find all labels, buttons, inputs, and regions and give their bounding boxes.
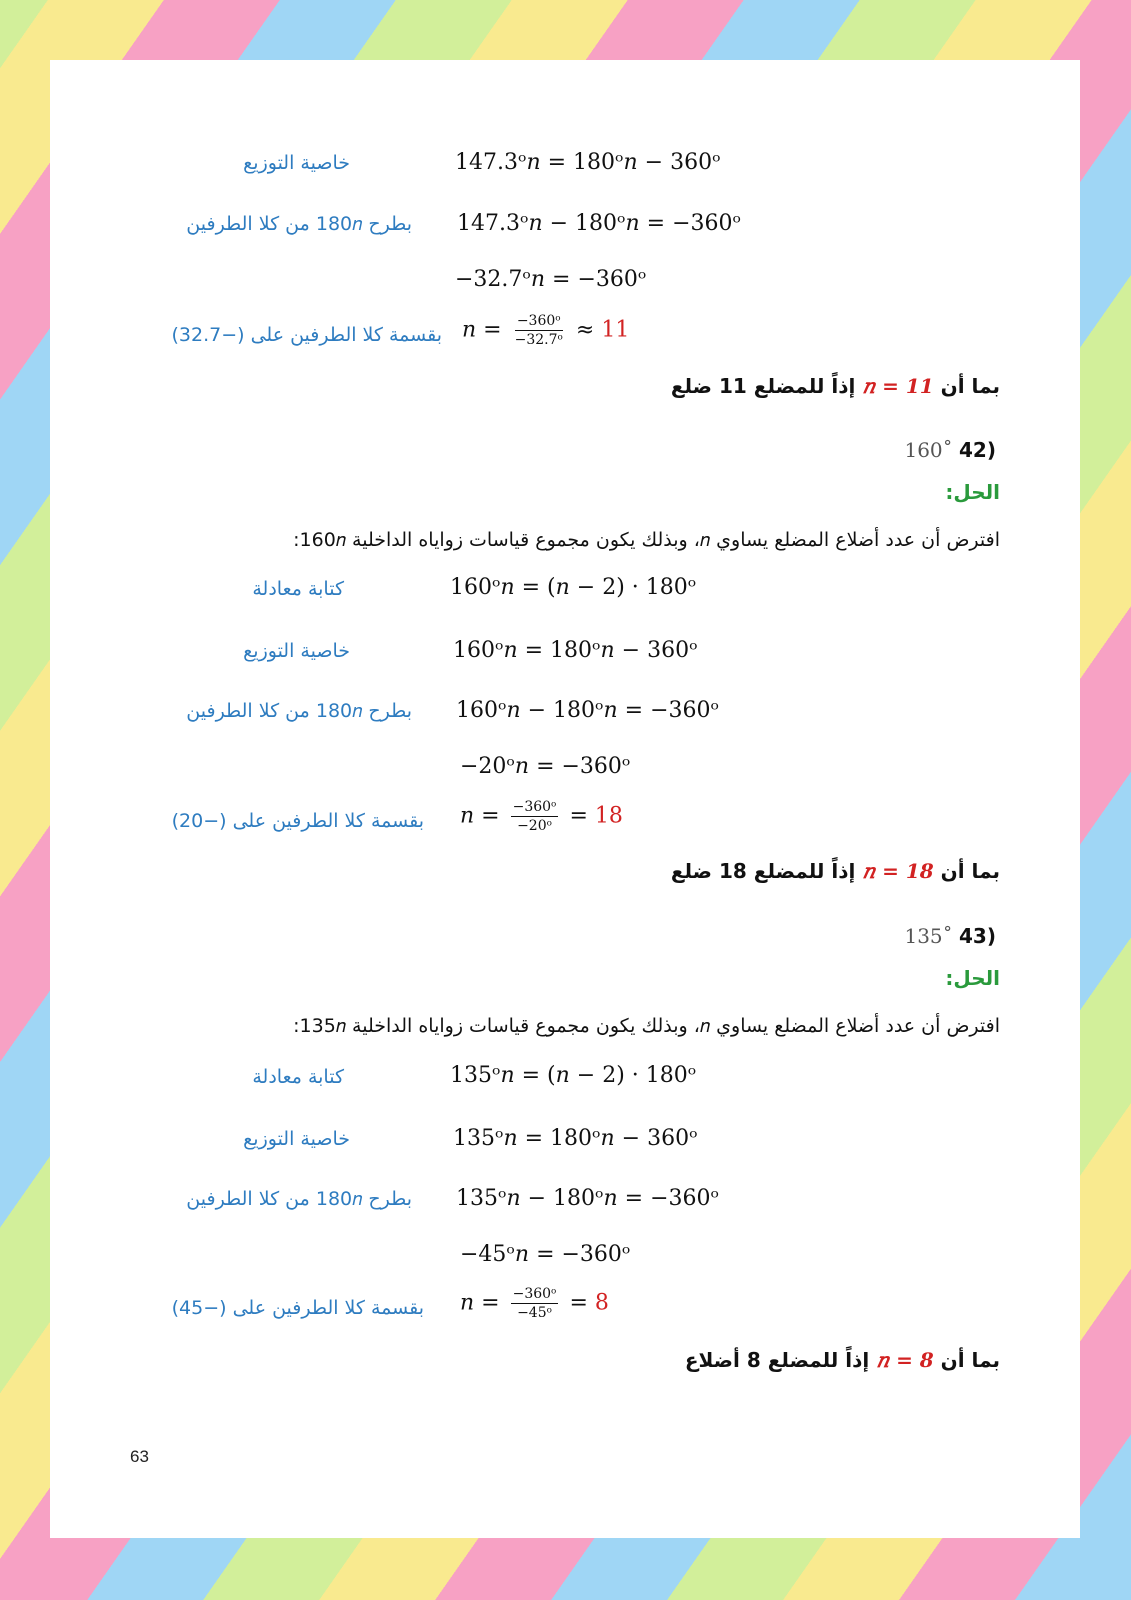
fraction	[511, 1285, 559, 1322]
problem-angle: 160˚	[904, 438, 953, 462]
conclusion-prefix: بما أن	[940, 859, 1000, 883]
equation-divide-result: 18	[594, 803, 623, 829]
solution-label: الحل:	[945, 966, 1000, 990]
conclusion-suffix: إذاً للمضلع 8 أضلاع	[684, 1348, 870, 1372]
equation-divide-lhs: 𝑛 =	[460, 803, 500, 829]
problem-heading	[904, 438, 996, 462]
equation-write: 160ᵒ𝑛 = (𝑛 − 2) · 180ᵒ	[450, 575, 697, 600]
conclusion	[671, 374, 1000, 398]
equation-distribute: 160ᵒ𝑛 = 180ᵒ𝑛 − 360ᵒ	[453, 638, 698, 663]
note-distribute: خاصية التوزيع	[243, 640, 350, 662]
note-write-equation: كتابة معادلة	[252, 578, 344, 600]
note-subtract: بطرح 180𝑛 من كلا الطرفين	[186, 1188, 412, 1210]
equation-write: 135ᵒ𝑛 = (𝑛 − 2) · 180ᵒ	[450, 1063, 697, 1088]
fraction	[513, 312, 565, 349]
conclusion-expression: 𝑛 = 8	[876, 1348, 934, 1372]
note-write-equation: كتابة معادلة	[252, 1066, 344, 1088]
fraction-numerator: −360ᵒ	[516, 313, 561, 329]
equation-divide-operator: =	[569, 1290, 588, 1316]
equation-divide-operator: =	[569, 803, 588, 829]
equation-subtract: 160ᵒ𝑛 − 180ᵒ𝑛 = −360ᵒ	[456, 698, 720, 723]
equation-divide-result: 8	[594, 1290, 609, 1316]
page-number: 63	[130, 1447, 149, 1466]
equation-distribute: 147.3ᵒ𝑛 = 180ᵒ𝑛 − 360ᵒ	[455, 150, 721, 175]
problem-angle: 135˚	[904, 924, 953, 948]
conclusion	[685, 1348, 1000, 1372]
conclusion-suffix: إذاً للمضلع 18 ضلع	[670, 859, 856, 883]
note-divide: بقسمة كلا الطرفين على (−45)	[171, 1297, 424, 1319]
conclusion-expression: 𝑛 = 11	[862, 374, 934, 398]
note-divide: بقسمة كلا الطرفين على (−32.7)	[171, 324, 442, 346]
fraction-denominator: −45ᵒ	[517, 1305, 553, 1321]
problem-intro: افترض أن عدد أضلاع المضلع يساوي 𝑛، وبذلك يكون مجموع قياسات زواياه الداخلية 160𝑛:	[293, 529, 1000, 551]
equation-divide	[460, 1285, 609, 1322]
problem-number: (42	[959, 438, 996, 462]
fraction-denominator: −32.7ᵒ	[514, 332, 563, 348]
problem-heading	[904, 924, 996, 948]
note-divide: بقسمة كلا الطرفين على (−20)	[171, 810, 424, 832]
equation-divide-operator: ≈	[575, 317, 595, 343]
equation-divide-result: 11	[601, 317, 630, 343]
conclusion-suffix: إذاً للمضلع 11 ضلع	[670, 374, 856, 398]
note-subtract: بطرح 180𝑛 من كلا الطرفين	[186, 700, 412, 722]
conclusion-prefix: بما أن	[940, 1348, 1000, 1372]
equation-divide	[460, 798, 623, 835]
equation-subtract: 135ᵒ𝑛 − 180ᵒ𝑛 = −360ᵒ	[456, 1186, 720, 1211]
problem-number: (43	[959, 924, 996, 948]
equation-distribute: 135ᵒ𝑛 = 180ᵒ𝑛 − 360ᵒ	[453, 1126, 698, 1151]
equation-simplified: −32.7ᵒ𝑛 = −360ᵒ	[455, 267, 647, 292]
note-subtract: بطرح 180𝑛 من كلا الطرفين	[186, 213, 412, 235]
note-distribute: خاصية التوزيع	[243, 1128, 350, 1150]
problem-intro: افترض أن عدد أضلاع المضلع يساوي 𝑛، وبذلك يكون مجموع قياسات زواياه الداخلية 135𝑛:	[293, 1015, 1000, 1037]
equation-simplified: −20ᵒ𝑛 = −360ᵒ	[460, 754, 631, 779]
conclusion-expression: 𝑛 = 18	[862, 859, 934, 883]
equation-divide	[462, 312, 629, 349]
fraction-denominator: −20ᵒ	[517, 818, 553, 834]
equation-divide-lhs: 𝑛 =	[460, 1290, 500, 1316]
fraction-numerator: −360ᵒ	[512, 799, 557, 815]
equation-divide-lhs: 𝑛 =	[462, 317, 502, 343]
conclusion	[671, 859, 1000, 883]
solution-label: الحل:	[945, 480, 1000, 504]
conclusion-prefix: بما أن	[940, 374, 1000, 398]
page-sheet	[50, 60, 1080, 1538]
equation-simplified: −45ᵒ𝑛 = −360ᵒ	[460, 1242, 631, 1267]
fraction	[511, 798, 559, 835]
note-distribute: خاصية التوزيع	[243, 152, 350, 174]
fraction-numerator: −360ᵒ	[512, 1286, 557, 1302]
equation-subtract: 147.3ᵒ𝑛 − 180ᵒ𝑛 = −360ᵒ	[457, 211, 742, 236]
